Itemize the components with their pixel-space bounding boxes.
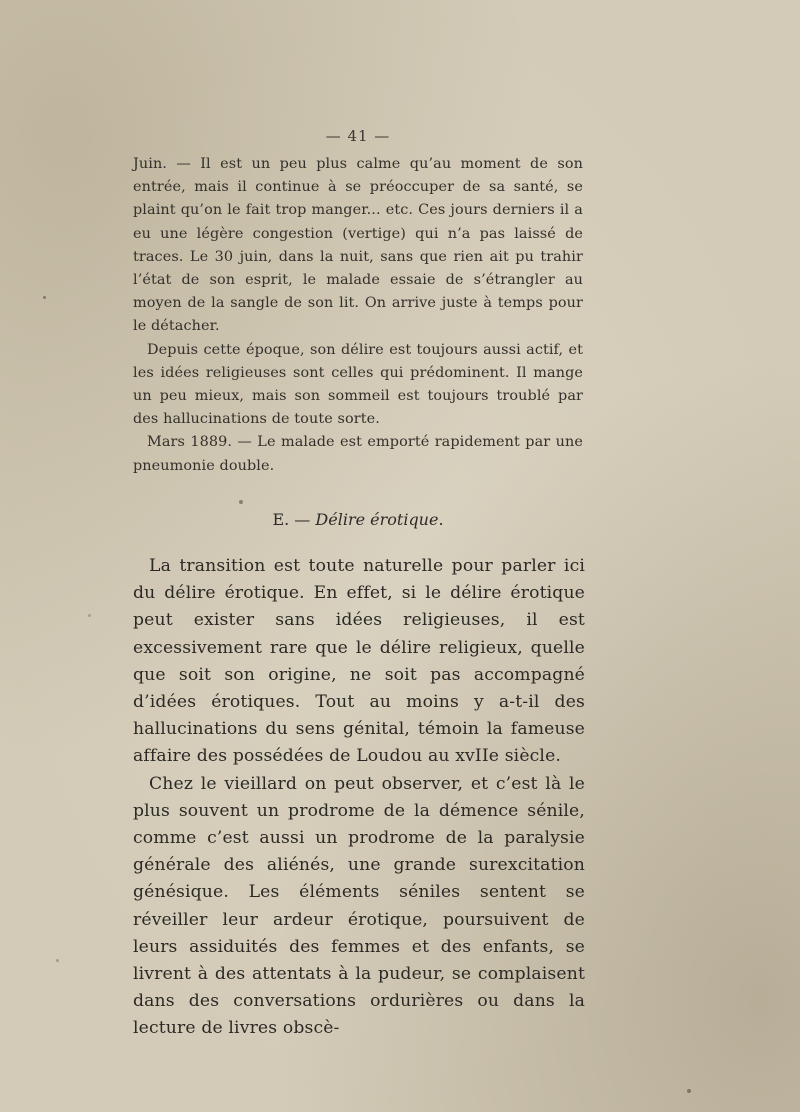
case-notes: [133, 153, 583, 478]
section-letter: E. —: [272, 510, 311, 529]
paper-speck: [88, 614, 91, 617]
body-paragraph-elderly: Chez le vieillard on peut observer, et c’est là le plus souvent un prodrome de la démence sénile, comme c’est aussi un prodrome de la paralysie générale des aliénés, une grande surexcitation génésique. Les éléments séniles sentent se réveiller leur ardeur érotique, poursuivent de leurs assiduités des femmes et des enfants, se livrent à des attentats à la pudeur, se complaisent dans des conversations ordurières ou dans la lecture de livres obscè-: [133, 773, 585, 1039]
case-paragraph-march: Mars 1889. — Le malade est emporté rapidement par une pneumonie double.: [133, 434, 583, 474]
section-title: Délire érotique.: [315, 510, 444, 529]
case-paragraph-june: Juin. — Il est un peu plus calme qu’au moment de son entrée, mais il continue à se préoccuper de sa santé, se plaint qu’on le fait trop manger... etc. Ces jours derniers il a eu une légère congestion (vertige) qui n’a pas laissé de traces. Le 30 juin, dans la nuit, sans que rien ait pu trahir l’état de son esprit, le malade essaie de s’étrangler au moyen de la sangle de son lit. On arrive juste à temps pour le détacher.: [133, 156, 583, 335]
paper-speck: [43, 296, 46, 299]
page-number: — 41 —: [325, 127, 391, 145]
case-paragraph-delirium: Depuis cette époque, son délire est toujours aussi actif, et les idées religieuses sont celles qui prédominent. Il mange un peu mieux, mais son sommeil est toujours troublé par des hallucinations de toute sorte.: [133, 341, 583, 428]
paper-speck: [687, 1089, 691, 1093]
body-paragraph-transition: La transition est toute naturelle pour parler ici du délire érotique. En effet, si le délire érotique peut exister sans idées religieuses, il est excessivement rare que le délire religieux, quelle que soit son origine, ne soit pas accompagné d’idées érotiques. Tout au moins y a-t-il des hallucinations du sens génital, témoin la fameuse affaire des possédées de Loudou au xvIIe siècle.: [133, 556, 585, 767]
body-text: [133, 553, 585, 1043]
paper-speck: [56, 959, 59, 962]
paper-speck: [239, 500, 243, 504]
section-heading: [0, 510, 716, 529]
